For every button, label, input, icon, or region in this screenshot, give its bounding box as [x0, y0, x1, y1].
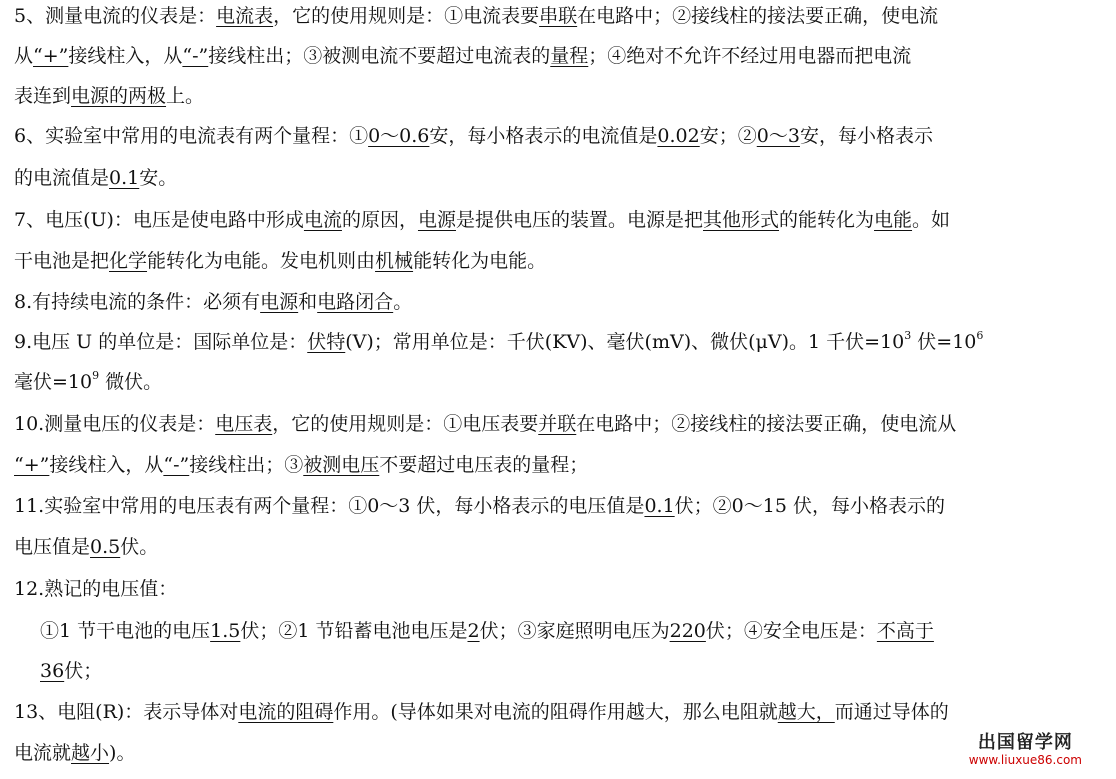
- site-watermark: [969, 733, 1082, 767]
- item-9-line-1: 9.电压 U 的单位是：国际单位是：伏特(V)；常用单位是：千伏(KV)、毫伏(mV)、微伏(μV)。1 千伏$=10^3$ 伏$=10^6$: [14, 329, 984, 353]
- item-13-line-2: 电流就越小)。: [14, 742, 136, 764]
- item-8-line-1: 8.有持续电流的条件：必须有电源和电路闭合。: [14, 291, 413, 313]
- item-5-line-3: 表连到电源的两极上。: [14, 85, 205, 107]
- item-11-line-2: 电压值是0.5伏。: [14, 536, 159, 558]
- item-5-line-1: 5、测量电流的仪表是：电流表，它的使用规则是：①电流表要串联在电路中；②接线柱的接法要正确，使电流: [14, 5, 939, 27]
- item-12-line-2: ①1 节干电池的电压1.5伏；②1 节铅蓄电池电压是2伏；③家庭照明电压为220伏；④安全电压是：不高于: [40, 620, 934, 642]
- item-12-line-3: 36伏；: [40, 660, 103, 682]
- item-10-line-1: 10.测量电压的仪表是：电压表，它的使用规则是：①电压表要并联在电路中；②接线柱的接法要正确，使电流从: [14, 413, 957, 435]
- item-13-line-1: 13、电阻(R)：表示导体对电流的阻碍作用。(导体如果对电流的阻碍作用越大，那么电阻就越大，而通过导体的: [14, 701, 949, 723]
- item-10-line-2: “+”接线柱入，从“-”接线柱出；③被测电压不要超过电压表的量程；: [14, 454, 589, 476]
- item-5-line-2: 从“+”接线柱入，从“-”接线柱出；③被测电流不要超过电流表的量程；④绝对不允许不经过用电器而把电流: [14, 45, 912, 67]
- watermark-title: 出国留学网: [977, 732, 1073, 753]
- item-12-line-1: 12.熟记的电压值：: [14, 578, 178, 600]
- item-11-line-1: 11.实验室中常用的电压表有两个量程：①0～3 伏，每小格表示的电压值是0.1伏；②0～15 伏，每小格表示的: [14, 495, 945, 517]
- item-9-line-2: 毫伏$=10^9$ 微伏。: [14, 369, 163, 393]
- item-6-line-1: 6、实验室中常用的电流表有两个量程：①0～0.6安，每小格表示的电流值是0.02安；②0～3安，每小格表示: [14, 125, 933, 147]
- item-7-line-1: 7、电压(U)：电压是使电路中形成电流的原因，电源是提供电压的装置。电源是把其他形式的能转化为电能。如: [14, 209, 951, 231]
- watermark-url: www.liuxue86.com: [968, 753, 1082, 767]
- item-6-line-2: 的电流值是0.1安。: [14, 167, 178, 189]
- item-7-line-2: 干电池是把化学能转化为电能。发电机则由机械能转化为电能。: [14, 250, 547, 272]
